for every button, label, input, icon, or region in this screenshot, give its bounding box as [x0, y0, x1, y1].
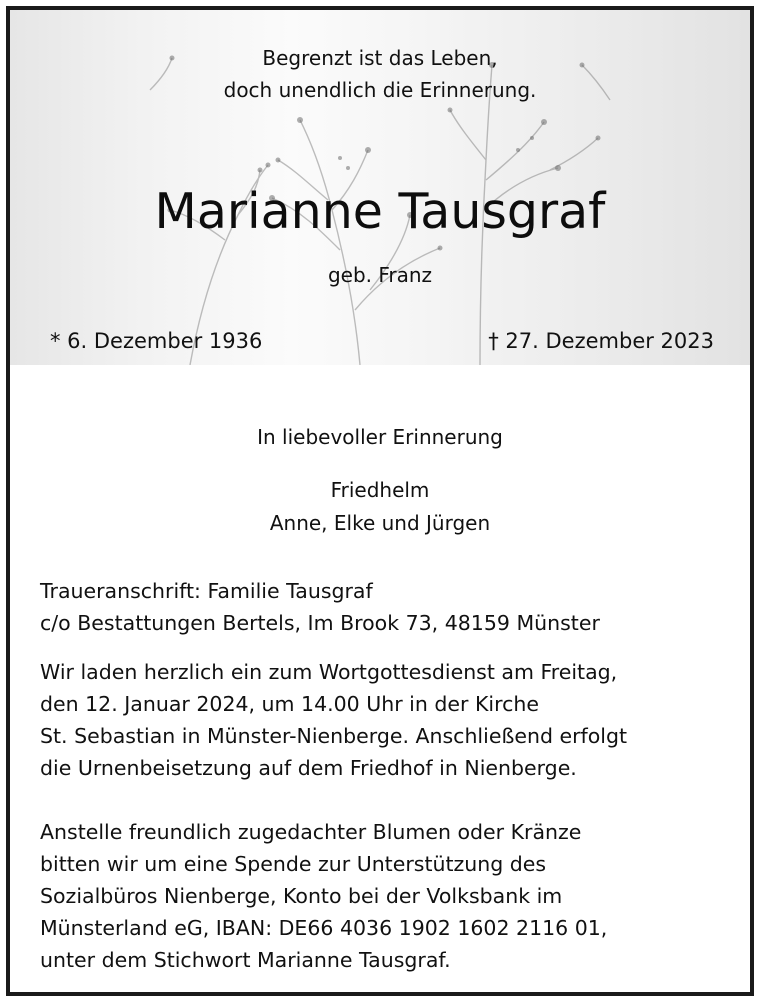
donation-line: Anstelle freundlich zugedachter Blumen oder Kränze [40, 820, 582, 844]
service-line: die Urnenbeisetzung auf dem Friedhof in Nienberge. [40, 756, 577, 780]
donation-line: unter dem Stichwort Marianne Tausgraf. [40, 948, 451, 972]
obituary-frame [6, 6, 754, 996]
service-line: Wir laden herzlich ein zum Wortgottesdienst am Freitag, [40, 660, 618, 684]
donation-line: Sozialbüros Nienberge, Konto bei der Volksbank im [40, 884, 563, 908]
death-date: † 27. Dezember 2023 [488, 329, 714, 353]
mourner-line: Anne, Elke und Jürgen [269, 511, 491, 535]
deceased-name: Marianne Tausgraf [154, 183, 606, 240]
donation-line: bitten wir um eine Spende zur Unterstützung des [40, 852, 547, 876]
service-line: den 12. Januar 2024, um 14.00 Uhr in der Kirche [40, 692, 539, 716]
birth-date: * 6. Dezember 1936 [50, 329, 263, 353]
motto-line: Begrenzt ist das Leben, [262, 46, 498, 70]
service-invitation [40, 656, 740, 784]
motto-line: doch unendlich die Erinnerung. [223, 78, 537, 102]
mourner-line: Friedhelm [330, 478, 430, 502]
donation-request [40, 816, 740, 976]
address-line: Traueranschrift: Familie Tausgraf [40, 579, 373, 603]
mourning-address [40, 575, 740, 639]
service-line: St. Sebastian in Münster-Nienberge. Anschließend erfolgt [40, 724, 628, 748]
mourners-list [10, 474, 750, 540]
address-line: c/o Bestattungen Bertels, Im Brook 73, 48159 Münster [40, 611, 600, 635]
maiden-name: geb. Franz [327, 263, 433, 287]
donation-line: Münsterland eG, IBAN: DE66 4036 1902 1602 2116 01, [40, 916, 608, 940]
motto [10, 42, 750, 106]
memorial-greeting: In liebevoller Erinnerung [257, 425, 503, 449]
